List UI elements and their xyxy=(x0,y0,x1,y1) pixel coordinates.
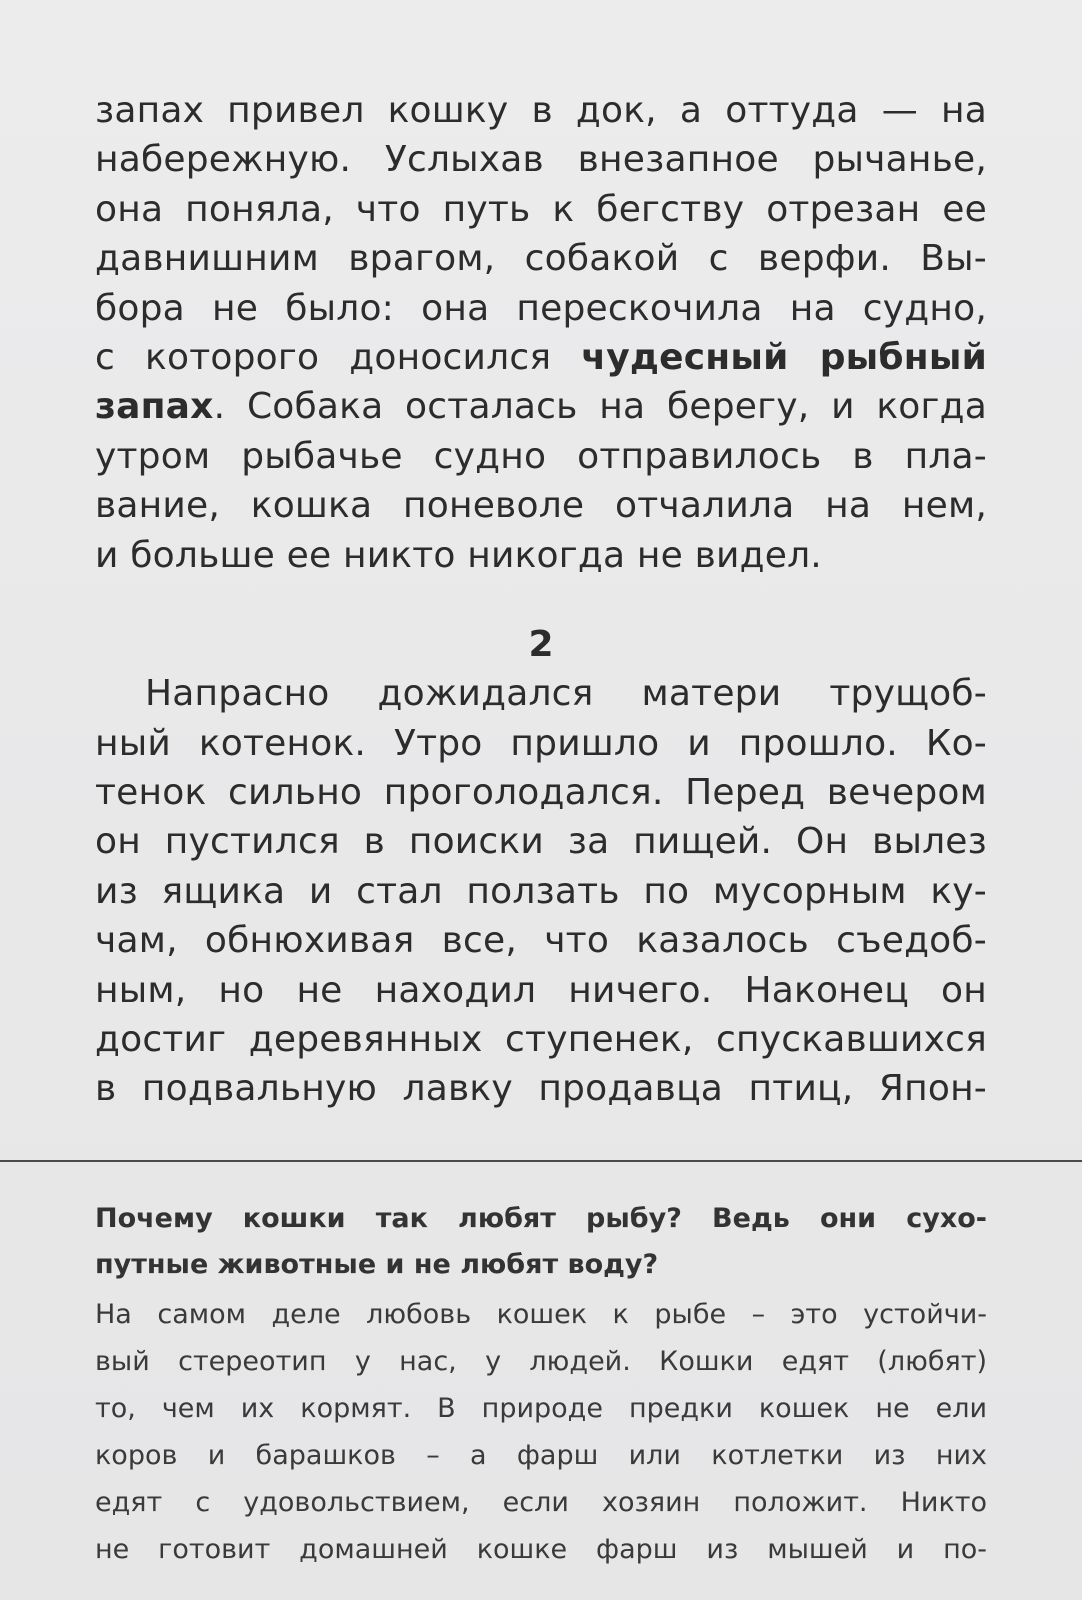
answer-line: то, чем их кормят. В природе предки кошек не ели xyxy=(95,1393,987,1424)
text-line xyxy=(95,333,987,382)
story-text xyxy=(95,86,987,1114)
text-line: тенок сильно проголодался. Перед вечером xyxy=(95,772,987,814)
question-line: Почему кошки так любят рыбу? Ведь они сухо- xyxy=(95,1203,987,1234)
text-line: Напрасно дожидался матери трущоб- xyxy=(145,673,987,715)
chapter-number: 2 xyxy=(528,623,554,665)
answer-line: не готовит домашней кошке фарш из мышей и по- xyxy=(95,1534,987,1565)
faq-box xyxy=(95,1196,987,1573)
bold-phrase: запах xyxy=(95,386,214,428)
faq-question xyxy=(95,1196,987,1287)
text-line: набережную. Услыхав внезапное рычанье, xyxy=(95,139,987,181)
text-segment: с которого доносился xyxy=(95,336,552,378)
bold-phrase: чудесный рыбный xyxy=(581,336,988,378)
answer-line: коров и барашков – а фарш или котлетки из них xyxy=(95,1440,987,1471)
answer-line: едят с удовольствием, если хозяин положит. Никто xyxy=(95,1487,987,1518)
text-line: утром рыбачье судно отправилось в пла- xyxy=(95,435,987,477)
text-line: она поняла, что путь к бегству отрезан ее xyxy=(95,188,987,230)
answer-line: вый стереотип у нас, у людей. Кошки едят (любят) xyxy=(95,1346,987,1377)
text-line: вание, кошка поневоле отчалила на нем, xyxy=(95,485,987,527)
text-line: достиг деревянных ступенек, спускавшихся xyxy=(95,1019,987,1061)
text-line: в подвальную лавку продавца птиц, Япон- xyxy=(95,1068,987,1110)
faq-answer xyxy=(95,1291,987,1573)
text-line: чам, обнюхивая все, что казалось съедоб- xyxy=(95,920,987,962)
text-line xyxy=(95,382,987,431)
text-line: давнишним врагом, собакой с верфи. Вы- xyxy=(95,238,987,280)
text-line: ным, но не находил ничего. Наконец он xyxy=(95,969,987,1011)
section-divider xyxy=(0,1160,1082,1162)
answer-line: На самом деле любовь кошек к рыбе – это устойчи- xyxy=(95,1299,987,1330)
text-line: из ящика и стал ползать по мусорным ку- xyxy=(95,870,987,912)
question-line: путные животные и не любят воду? xyxy=(95,1248,659,1280)
text-line: ный котенок. Утро пришло и прошло. Ко- xyxy=(95,722,987,764)
text-line: запах привел кошку в док, а оттуда — на xyxy=(95,90,987,131)
text-line: бора не было: она перескочила на судно, xyxy=(95,287,987,329)
text-segment: . Собака осталась на берегу, и когда xyxy=(213,386,987,428)
text-line: он пустился в поиски за пищей. Он вылез xyxy=(95,821,987,863)
text-line: и больше ее никто никогда не видел. xyxy=(95,534,822,576)
